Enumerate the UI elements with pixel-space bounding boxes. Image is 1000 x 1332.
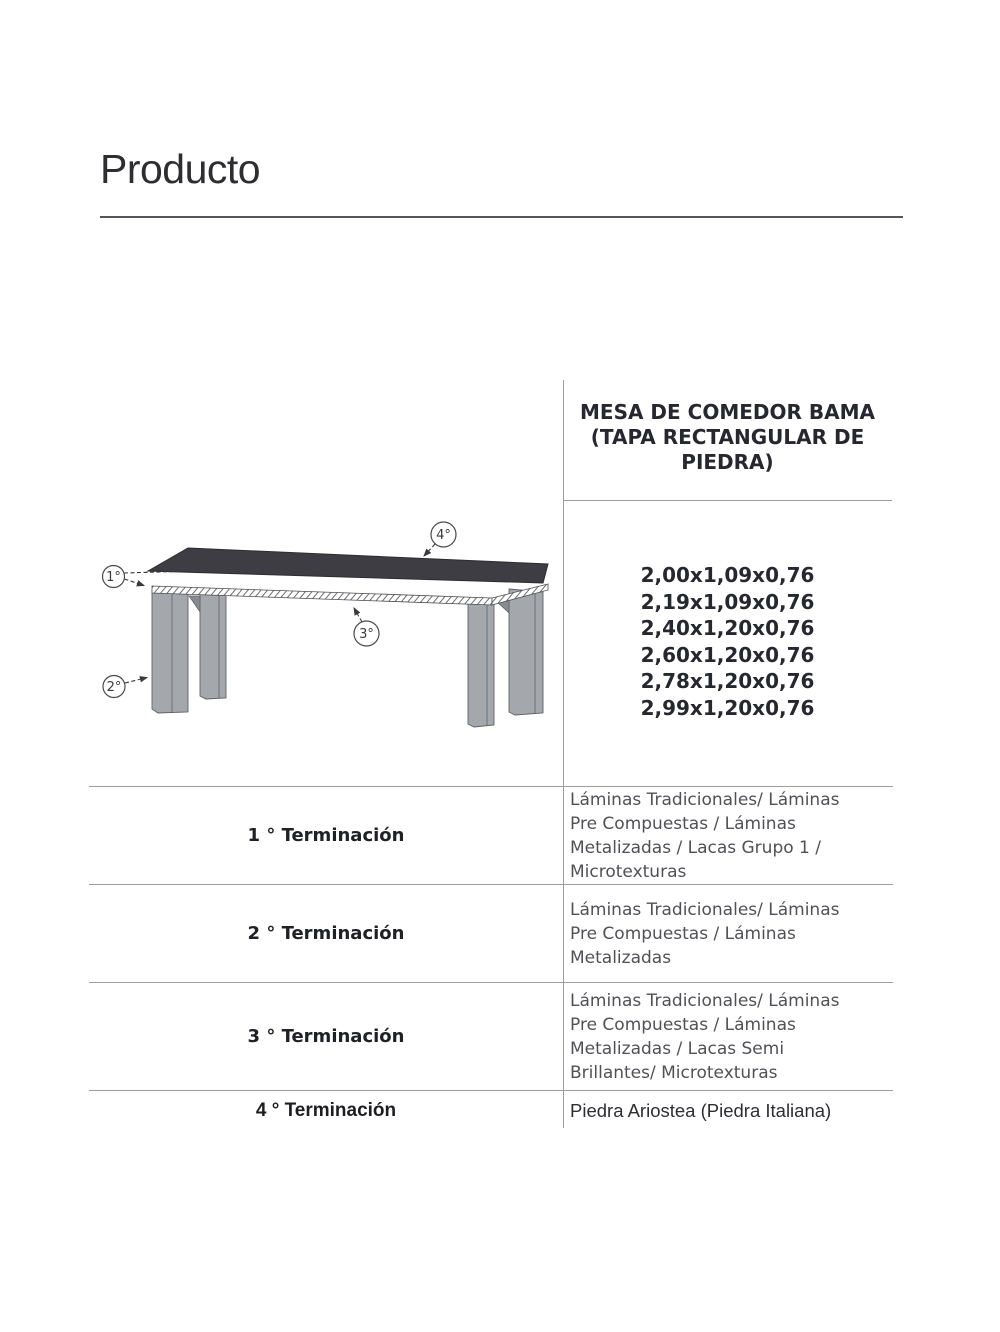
size-item: 2,19x1,09x0,76 xyxy=(640,589,815,614)
callout-4 xyxy=(431,522,456,547)
row-value xyxy=(563,989,893,1085)
size-item: 2,40x1,20x0,76 xyxy=(640,616,815,640)
product-name: MESA DE COMEDOR BAMA (TAPA RECTANGULAR DE PIEDRA) xyxy=(580,400,875,474)
page-title: Producto xyxy=(100,146,261,192)
table-legs xyxy=(152,589,543,727)
svg-text:3°: 3° xyxy=(359,627,374,642)
table-row xyxy=(89,884,893,982)
row-value-text: Láminas Tradicionales/ Láminas Pre Compuestas / Láminas Metalizadas xyxy=(570,899,840,968)
callout-3 xyxy=(354,621,379,646)
row-value-text: Piedra Ariostea (Piedra Italiana) xyxy=(570,1099,832,1121)
size-item: 2,78x1,20x0,76 xyxy=(640,669,815,693)
svg-text:1°: 1° xyxy=(106,570,121,585)
size-list xyxy=(563,562,892,721)
row-value xyxy=(563,1099,893,1123)
table-row xyxy=(89,1090,893,1130)
table-technical-drawing xyxy=(95,515,565,750)
row-value xyxy=(563,788,893,884)
row-value xyxy=(563,898,893,970)
svg-text:2°: 2° xyxy=(106,680,122,695)
title-underline xyxy=(100,216,903,218)
row-label: 3 ° Terminación xyxy=(247,1026,405,1047)
table-row xyxy=(89,786,893,884)
product-name-divider xyxy=(563,500,892,501)
row-label: 1 ° Terminación xyxy=(247,825,405,846)
size-item: 2,60x1,20x0,76 xyxy=(640,642,815,667)
finishes-table xyxy=(89,786,893,1130)
callout-2 xyxy=(103,676,125,698)
row-label: 2 ° Terminación xyxy=(247,923,405,944)
size-item: 2,99x1,20x0,76 xyxy=(640,695,815,720)
row-value-text: Láminas Tradicionales/ Láminas Pre Compuestas / Láminas Metalizadas / Lacas Semi Brillantes/ Microtexturas xyxy=(570,990,840,1083)
svg-text:4°: 4° xyxy=(436,528,451,543)
row-value-text: Láminas Tradicionales/ Láminas Pre Compuestas / Láminas Metalizadas / Lacas Grupo 1 / Microtexturas xyxy=(570,789,840,882)
stone-top-slab xyxy=(148,548,548,583)
size-item: 2,00x1,09x0,76 xyxy=(640,563,815,587)
row-label: 4 ° Terminación xyxy=(255,1099,397,1121)
table-row xyxy=(89,982,893,1090)
callout-1 xyxy=(103,566,125,588)
